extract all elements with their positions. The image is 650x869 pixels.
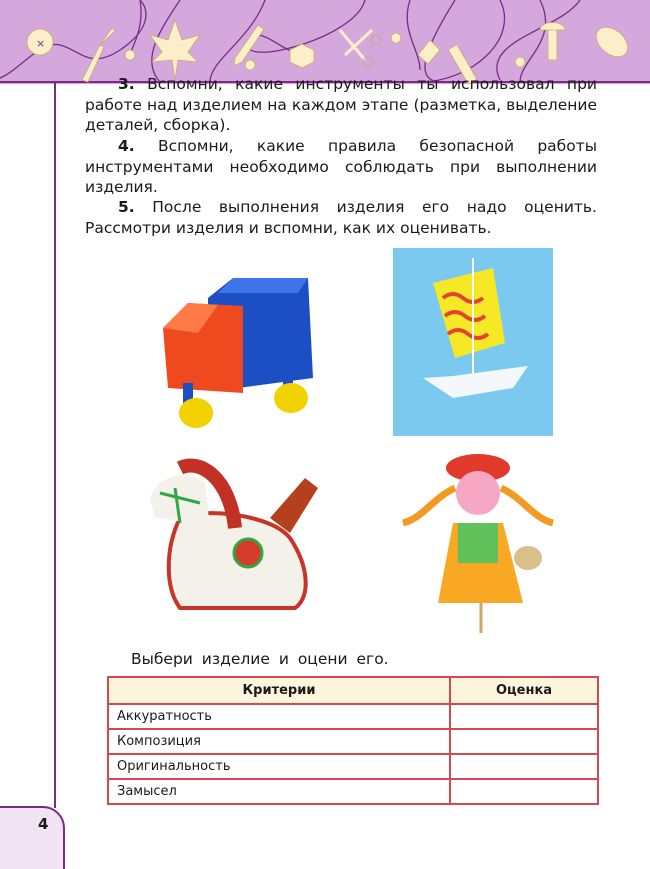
score-cell[interactable] <box>450 704 598 729</box>
paper-doll-image <box>393 448 563 633</box>
tools-banner <box>0 0 650 84</box>
truck-image <box>158 258 323 433</box>
clay-horse-image <box>140 458 325 623</box>
task-5: 5. После выполнения изделия его надо оценить. Рассмотри изделия и вспомни, как их оценивать. <box>85 198 597 237</box>
score-cell[interactable] <box>450 729 598 754</box>
table-header-row <box>108 677 598 704</box>
score-cell[interactable] <box>450 779 598 804</box>
header-criteria: Критерии <box>108 677 450 704</box>
criterion: Оригинальность <box>108 754 450 779</box>
score-cell[interactable] <box>450 754 598 779</box>
sailboat-image <box>393 248 553 436</box>
table-row <box>108 754 598 779</box>
task-4: 4. Вспомни, какие правила безопасной работы инструментами необходимо соблюдать при выполнении изделия. <box>85 137 597 196</box>
table-row <box>108 729 598 754</box>
header-score: Оценка <box>450 677 598 704</box>
instruction-text: Выбери изделие и оцени его. <box>131 650 389 668</box>
table-row <box>108 704 598 729</box>
criterion: Замысел <box>108 779 450 804</box>
criterion: Композиция <box>108 729 450 754</box>
task-3: 3. Вспомни, какие инструменты ты использовал при работе над изделием на каждом этапе (разметка, выделение деталей, сборка). <box>85 75 597 134</box>
svg-text:×: × <box>36 37 46 50</box>
page-tab <box>0 806 65 869</box>
page-number: 4 <box>38 815 49 833</box>
table-row <box>108 779 598 804</box>
margin-line <box>54 83 56 808</box>
criterion: Аккуратность <box>108 704 450 729</box>
evaluation-table <box>107 676 599 805</box>
